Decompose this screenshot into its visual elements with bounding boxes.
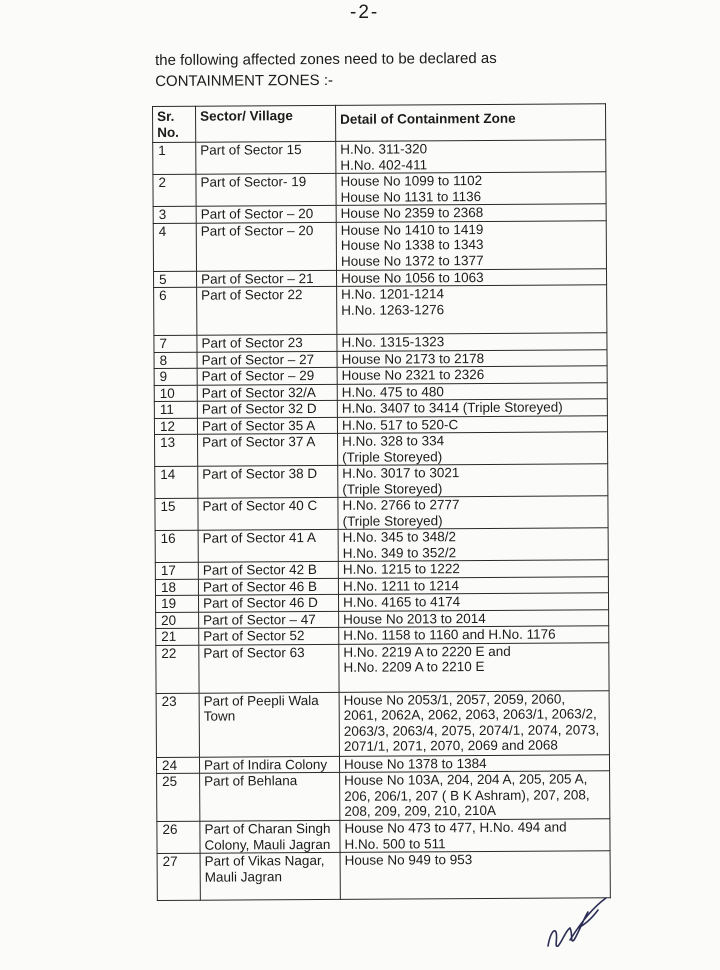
header-sector-village bbox=[196, 105, 336, 142]
header-sector-label: Sector/ Village bbox=[200, 108, 293, 124]
detail-line: House No 2053/1, 2057, 2059, 2060, bbox=[343, 690, 566, 708]
detail-line: H.No. 3017 to 3021 bbox=[342, 465, 460, 481]
sr-no-cell: 21 bbox=[156, 628, 199, 645]
sr-no-cell: 27 bbox=[157, 853, 200, 900]
sector-line: Part of Vikas Nagar, bbox=[204, 852, 325, 869]
detail-cell bbox=[338, 496, 608, 530]
sector-cell bbox=[197, 286, 337, 335]
detail-line: H.No. 349 to 352/2 bbox=[342, 544, 457, 561]
sector-cell bbox=[198, 578, 338, 595]
sector-line: Part of Sector 46 B bbox=[202, 578, 318, 595]
table-row bbox=[154, 399, 607, 418]
table-row bbox=[153, 172, 606, 207]
detail-cell bbox=[336, 204, 606, 222]
sr-no-cell: 10 bbox=[154, 385, 197, 402]
sector-cell bbox=[200, 772, 340, 821]
sector-line: Colony, Mauli Jagran bbox=[204, 836, 331, 853]
sector-line: Part of Sector 32/A bbox=[201, 384, 316, 401]
sr-no-cell: 25 bbox=[157, 773, 200, 821]
detail-line: House No 473 to 477, H.No. 494 and bbox=[344, 819, 567, 836]
sector-line: Part of Sector – 29 bbox=[201, 368, 315, 384]
detail-cell bbox=[338, 576, 608, 594]
sr-no-cell: 4 bbox=[153, 223, 196, 271]
detail-cell bbox=[339, 642, 609, 692]
detail-line: House No 1056 to 1063 bbox=[341, 269, 484, 286]
sr-no-cell: 3 bbox=[153, 206, 196, 223]
sr-no-cell: 12 bbox=[154, 418, 197, 435]
detail-cell bbox=[336, 220, 606, 270]
detail-cell bbox=[338, 432, 608, 466]
sector-cell bbox=[199, 644, 339, 693]
table-row bbox=[155, 528, 608, 563]
sr-no-cell: 6 bbox=[154, 287, 197, 335]
sector-cell bbox=[198, 433, 338, 466]
table-header-row bbox=[153, 104, 606, 143]
sector-line: Part of Charan Singh bbox=[204, 820, 331, 837]
sector-line: Part of Sector 42 B bbox=[202, 562, 317, 578]
sr-no-cell: 2 bbox=[153, 174, 196, 206]
table-row bbox=[153, 220, 606, 271]
detail-line: (Triple Storeyed) bbox=[342, 448, 443, 465]
sector-line: Part of Sector 63 bbox=[203, 644, 305, 661]
detail-cell bbox=[338, 593, 608, 611]
detail-cell bbox=[339, 690, 609, 756]
detail-cell bbox=[337, 285, 607, 335]
detail-line: H.No. 4165 to 4174 bbox=[342, 594, 461, 610]
detail-cell bbox=[337, 399, 607, 417]
detail-line: House No 1410 to 1419 bbox=[340, 221, 484, 238]
detail-cell bbox=[336, 172, 606, 206]
sr-no-cell: 16 bbox=[155, 530, 198, 562]
detail-cell bbox=[339, 609, 609, 627]
sr-no-cell: 7 bbox=[154, 335, 197, 352]
sector-line: Part of Sector 22 bbox=[201, 287, 303, 303]
sr-no-cell: 17 bbox=[155, 562, 198, 579]
detail-line: H.No. 3407 to 3414 (Triple Storeyed) bbox=[341, 399, 563, 416]
sector-line: Part of Sector 32 D bbox=[201, 400, 317, 417]
sector-line: Part of Sector 35 A bbox=[201, 417, 316, 434]
sector-line: Part of Sector 46 D bbox=[202, 594, 318, 611]
sector-line: Town bbox=[203, 708, 236, 724]
detail-line: H.No. 500 to 511 bbox=[344, 835, 446, 852]
detail-line: House No 2359 to 2368 bbox=[340, 204, 484, 221]
sr-no-cell: 8 bbox=[154, 352, 197, 369]
detail-cell bbox=[337, 349, 607, 367]
page-number: -2- bbox=[350, 2, 380, 23]
sector-cell bbox=[197, 270, 337, 287]
detail-line: (Triple Storeyed) bbox=[342, 480, 443, 497]
sector-cell bbox=[197, 367, 337, 384]
detail-line: 206, 206/1, 207 ( B K Ashram), 207, 208, bbox=[344, 786, 590, 804]
sector-line: Part of Sector 15 bbox=[200, 142, 302, 158]
detail-line: H.No. 1158 to 1160 and H.No. 1176 bbox=[343, 626, 556, 643]
detail-cell bbox=[337, 366, 607, 384]
sector-cell bbox=[197, 417, 337, 434]
sector-cell bbox=[199, 627, 339, 644]
table-row bbox=[153, 140, 606, 175]
table-row bbox=[156, 626, 609, 645]
sector-line: Part of Sector 52 bbox=[203, 628, 305, 644]
sector-cell bbox=[198, 529, 338, 562]
header-detail-label: Detail of Containment Zone bbox=[340, 110, 516, 127]
detail-line: 2061, 2062A, 2062, 2063, 2063/1, 2063/2, bbox=[343, 706, 597, 723]
detail-line: House No 1338 to 1343 bbox=[340, 236, 484, 253]
detail-line: House No 103A, 204, 204 A, 205, 205 A, bbox=[344, 771, 588, 788]
containment-zones-table bbox=[152, 103, 611, 901]
table-row bbox=[155, 464, 608, 499]
header-sr-no-label: Sr. No. bbox=[157, 108, 179, 140]
detail-line: H.No. 311-320 bbox=[340, 141, 428, 157]
sector-line: Part of Sector – 20 bbox=[200, 206, 314, 222]
detail-cell bbox=[337, 268, 607, 286]
sector-cell bbox=[197, 384, 337, 401]
sr-no-cell: 19 bbox=[155, 595, 198, 612]
detail-line: House No 1372 to 1377 bbox=[340, 252, 484, 269]
detail-cell bbox=[338, 528, 608, 562]
detail-line: House No 1131 to 1136 bbox=[340, 188, 482, 205]
sr-no-cell: 9 bbox=[154, 368, 197, 385]
detail-line: House No 1099 to 1102 bbox=[340, 172, 483, 189]
detail-cell bbox=[337, 415, 607, 433]
detail-line: H.No. 1315-1323 bbox=[341, 334, 445, 350]
sector-line: Part of Sector 38 D bbox=[202, 465, 318, 482]
sr-no-cell: 13 bbox=[155, 434, 198, 466]
sector-line: Part of Behlana bbox=[204, 773, 298, 789]
table-body bbox=[153, 140, 611, 901]
detail-line: 2071/1, 2071, 2070, 2069 and 2068 bbox=[343, 737, 558, 754]
sector-line: Part of Sector – 20 bbox=[200, 222, 314, 239]
detail-line: H.No. 1201-1214 bbox=[341, 286, 445, 302]
detail-cell bbox=[340, 819, 610, 853]
sector-cell bbox=[196, 173, 336, 206]
sr-no-cell: 11 bbox=[154, 401, 197, 418]
sector-line: Mauli Jagran bbox=[204, 868, 283, 885]
detail-line: H.No. 2219 A to 2220 E and bbox=[343, 643, 511, 660]
sector-cell bbox=[196, 205, 336, 222]
sector-cell bbox=[199, 692, 339, 757]
sector-line: Part of Sector 23 bbox=[201, 335, 303, 351]
detail-cell bbox=[339, 754, 609, 772]
header-detail bbox=[335, 104, 605, 142]
table-row bbox=[157, 819, 610, 854]
detail-line: H.No. 1211 to 1214 bbox=[342, 577, 460, 594]
table-row bbox=[155, 432, 608, 467]
detail-cell bbox=[337, 333, 607, 351]
sector-line: Part of Sector- 19 bbox=[200, 174, 307, 190]
intro-paragraph: the following affected zones need to be declared as CONTAINMENT ZONES :- bbox=[155, 49, 497, 90]
detail-line: House No 2013 to 2014 bbox=[343, 610, 486, 627]
detail-line: House No 2321 to 2326 bbox=[341, 366, 485, 383]
sector-cell bbox=[199, 756, 339, 773]
sr-no-cell: 5 bbox=[154, 271, 197, 288]
sector-line: Part of Sector 37 A bbox=[202, 434, 316, 450]
sr-no-cell: 24 bbox=[156, 757, 199, 774]
sector-cell bbox=[198, 561, 338, 578]
detail-cell bbox=[337, 382, 607, 400]
detail-line: H.No. 475 to 480 bbox=[341, 383, 444, 400]
detail-line: H.No. 517 to 520-C bbox=[341, 416, 459, 433]
detail-cell bbox=[338, 464, 608, 498]
detail-line: House No 2173 to 2178 bbox=[341, 350, 485, 367]
sector-cell bbox=[198, 497, 338, 530]
sr-no-cell: 15 bbox=[155, 498, 198, 530]
sector-line: Part of Indira Colony bbox=[203, 756, 328, 773]
sector-cell bbox=[198, 594, 338, 611]
detail-line: 208, 209, 209, 210, 210A bbox=[344, 802, 496, 819]
sector-line: Part of Sector 41 A bbox=[202, 530, 317, 546]
sector-cell bbox=[196, 222, 336, 271]
detail-cell bbox=[340, 771, 610, 821]
table-row bbox=[157, 771, 610, 822]
detail-line: H.No. 345 to 348/2 bbox=[342, 529, 457, 545]
detail-line: H.No. 1263-1276 bbox=[341, 301, 445, 318]
detail-line: H.No. 328 to 334 bbox=[342, 433, 445, 449]
sector-line: Part of Sector – 21 bbox=[201, 270, 314, 287]
detail-line: H.No. 1215 to 1222 bbox=[342, 561, 460, 577]
sr-no-cell: 23 bbox=[156, 693, 199, 757]
sector-cell bbox=[197, 400, 337, 417]
detail-line: H.No. 2766 to 2777 bbox=[342, 497, 460, 513]
sector-cell bbox=[196, 141, 336, 174]
sr-no-cell: 20 bbox=[156, 612, 199, 629]
table-row bbox=[155, 496, 608, 531]
sector-line: Part of Sector – 47 bbox=[203, 611, 316, 628]
detail-line: House No 1378 to 1384 bbox=[343, 755, 487, 772]
detail-line: H.No. 402-411 bbox=[340, 156, 428, 173]
sector-cell bbox=[199, 611, 339, 628]
table-row bbox=[156, 642, 609, 693]
sector-cell bbox=[197, 351, 337, 368]
detail-cell bbox=[338, 560, 608, 578]
detail-line: (Triple Storeyed) bbox=[342, 512, 443, 529]
detail-cell bbox=[339, 626, 609, 644]
signature-mark bbox=[540, 888, 610, 958]
sr-no-cell: 18 bbox=[155, 579, 198, 596]
detail-cell bbox=[336, 140, 606, 174]
table-row bbox=[154, 285, 607, 336]
sector-cell bbox=[200, 820, 340, 853]
detail-line: House No 949 to 953 bbox=[344, 852, 473, 868]
sector-cell bbox=[197, 334, 337, 351]
sr-no-cell: 22 bbox=[156, 645, 199, 693]
sector-line: Part of Sector 40 C bbox=[202, 497, 318, 514]
detail-line: 2063/3, 2063/4, 2075, 2074/1, 2074, 2073, bbox=[343, 721, 600, 739]
header-sr-no bbox=[153, 106, 196, 142]
sector-cell bbox=[198, 465, 338, 498]
detail-line: H.No. 2209 A to 2210 E bbox=[343, 658, 485, 675]
sr-no-cell: 1 bbox=[153, 142, 196, 174]
sector-cell bbox=[200, 852, 340, 900]
sector-line: Part of Peepli Wala bbox=[203, 692, 319, 709]
sector-line: Part of Sector – 27 bbox=[201, 351, 315, 368]
sr-no-cell: 26 bbox=[157, 821, 200, 853]
table-row bbox=[156, 690, 609, 757]
sr-no-cell: 14 bbox=[155, 466, 198, 498]
